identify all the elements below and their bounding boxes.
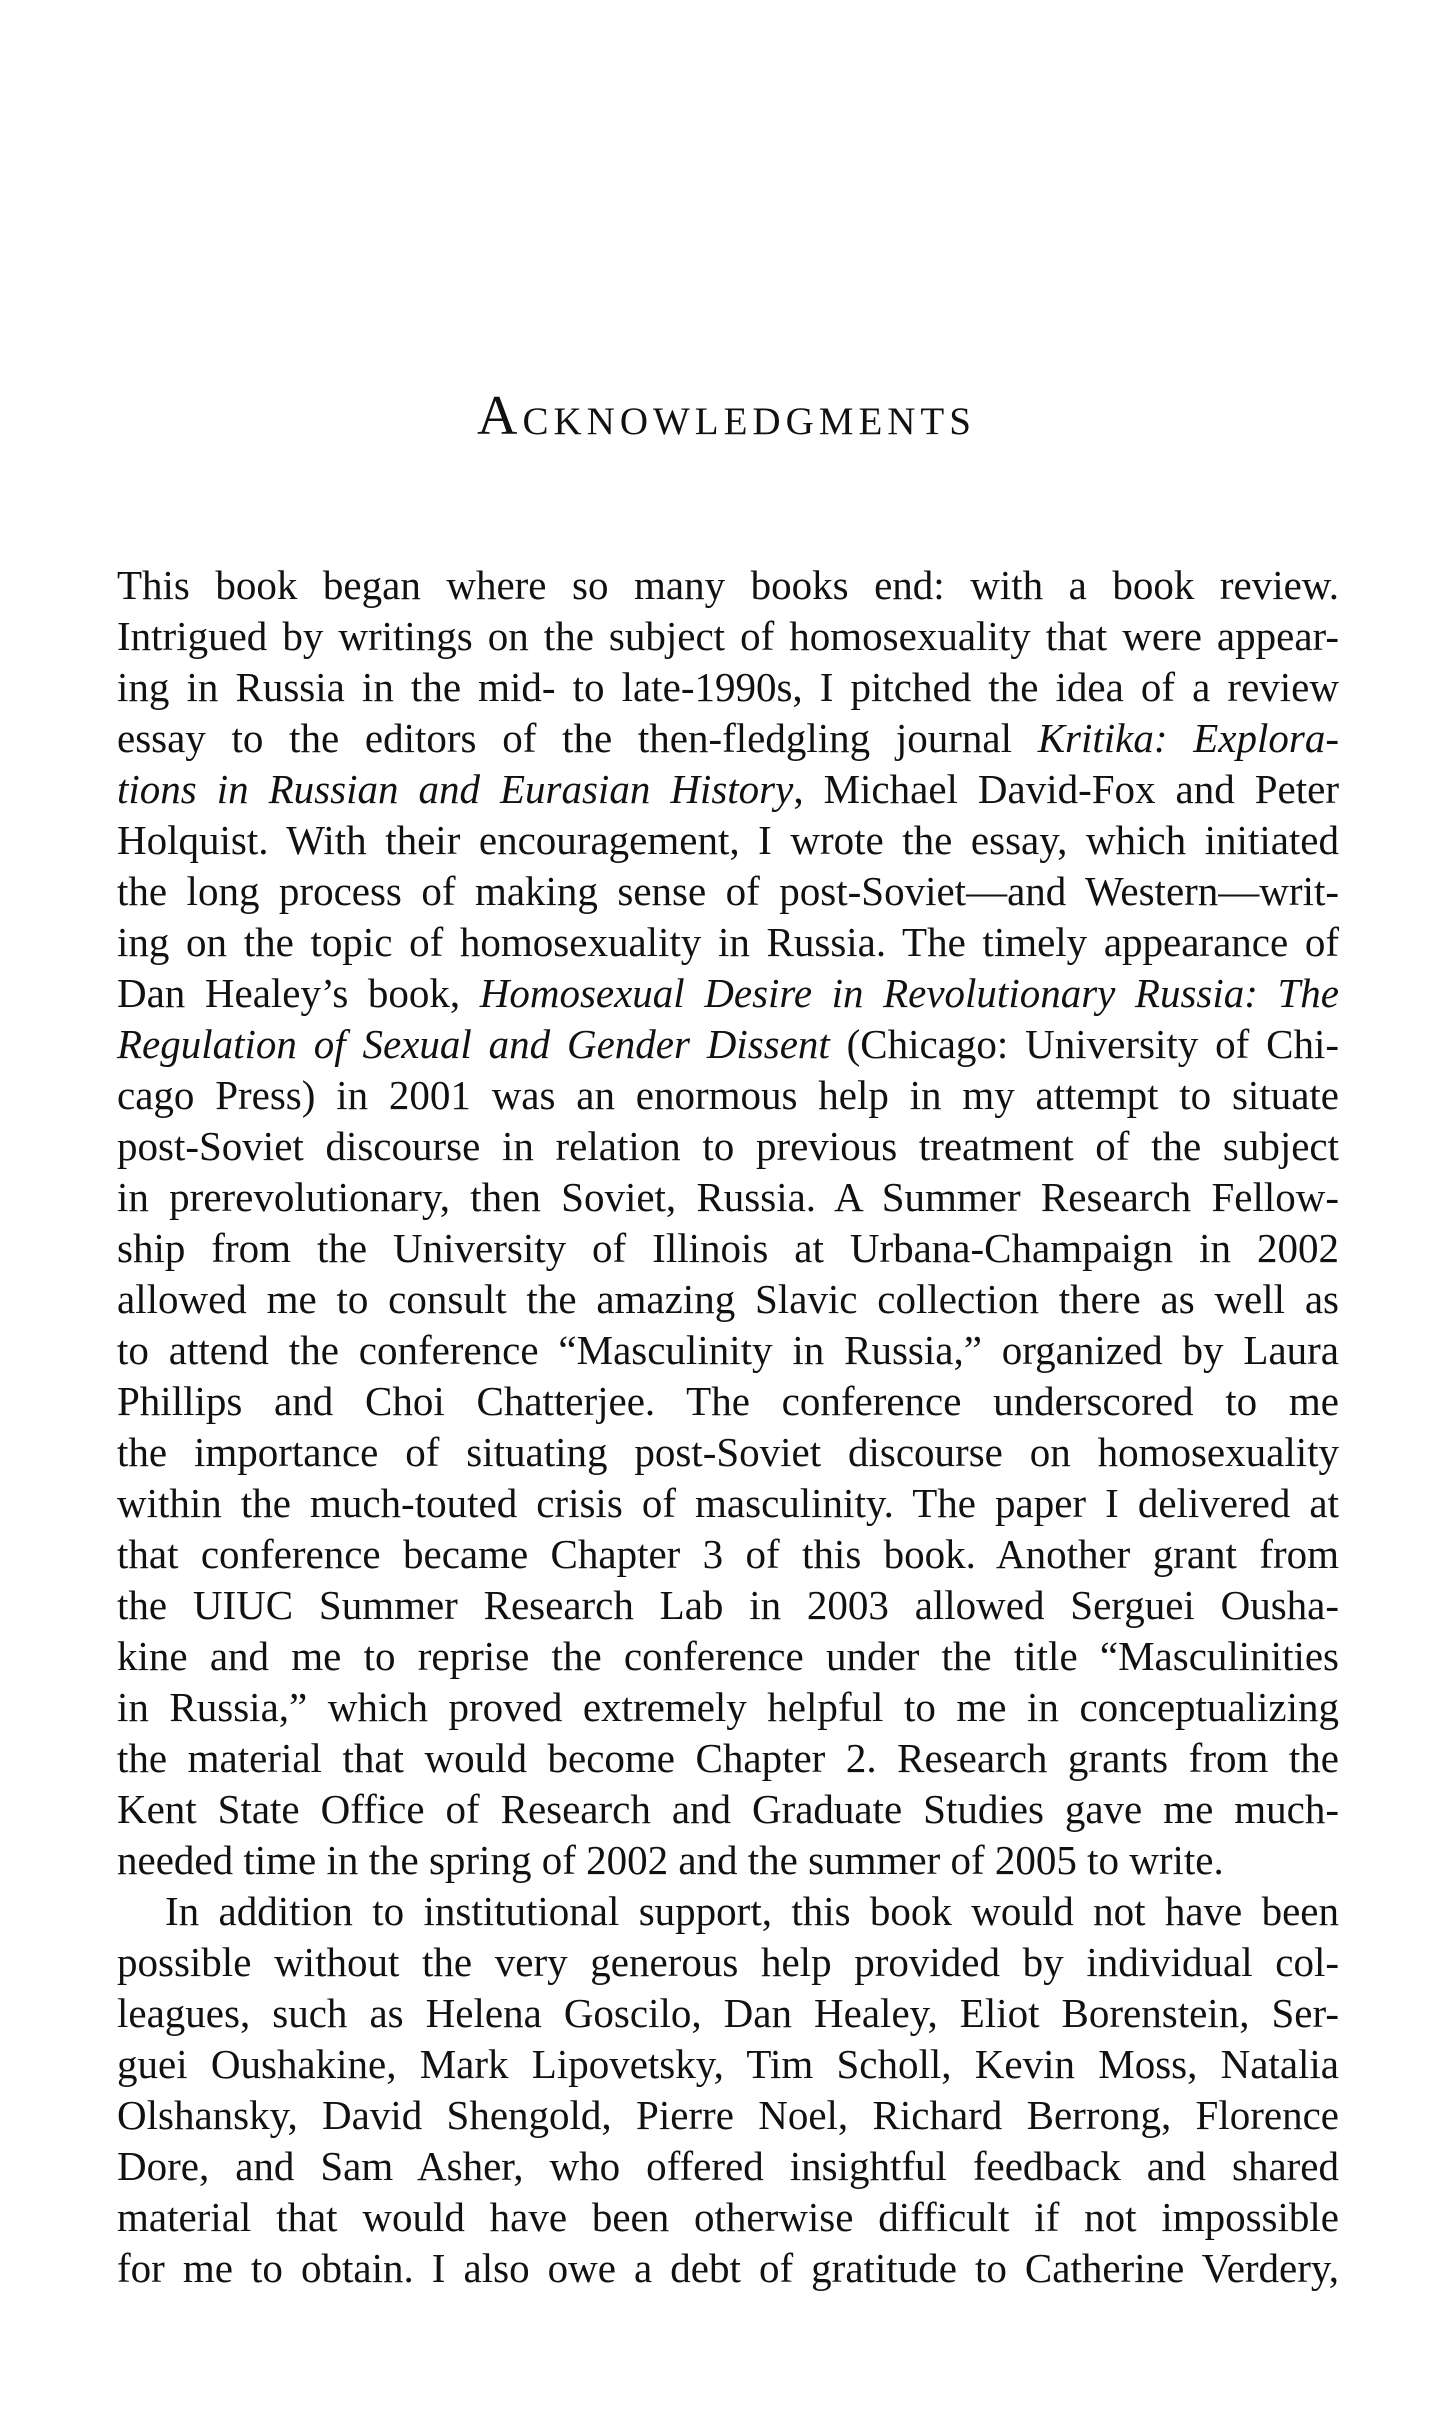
text-line: kine and me to reprise the conference under the title “Masculinities [117, 1633, 1339, 1679]
text-line: guei Oushakine, Mark Lipovetsky, Tim Scholl, Kevin Moss, Natalia [117, 2041, 1339, 2087]
text-line: allowed me to consult the amazing Slavic collection there as well as [117, 1276, 1339, 1322]
text-line: ing in Russia in the mid- to late-1990s, I pitched the idea of a review [117, 664, 1339, 710]
text-line: post-Soviet discourse in relation to previous treatment of the subject [117, 1123, 1339, 1169]
text-line: Holquist. With their encouragement, I wrote the essay, which initiated [117, 817, 1339, 863]
text-line: that conference became Chapter 3 of this book. Another grant from [117, 1531, 1339, 1577]
text-line: in prerevolutionary, then Soviet, Russia. A Summer Research Fellow- [117, 1174, 1339, 1220]
text-line: the long process of making sense of post-Soviet—and Western—writ- [117, 868, 1339, 914]
text-line: needed time in the spring of 2002 and the summer of 2005 to write. [117, 1837, 1224, 1883]
text-line: Dore, and Sam Asher, who offered insightful feedback and shared [117, 2143, 1339, 2189]
text-line: Dan Healey’s book, Homosexual Desire in Revolutionary Russia: The [117, 970, 1340, 1016]
text-line: Olshansky, David Shengold, Pierre Noel, Richard Berrong, Florence [117, 2092, 1339, 2138]
text-line: material that would have been otherwise difficult if not impossible [117, 2194, 1339, 2240]
text-line: the UIUC Summer Research Lab in 2003 allowed Serguei Ousha- [117, 1582, 1339, 1628]
body-text [117, 560, 1339, 2294]
text-line: This book began where so many books end: with a book review. [117, 562, 1339, 608]
text-line: Regulation of Sexual and Gender Dissent (Chicago: University of Chi- [117, 1021, 1339, 1067]
text-line: the material that would become Chapter 2. Research grants from the [117, 1735, 1339, 1781]
text-line: within the much-touted crisis of masculinity. The paper I delivered at [117, 1480, 1339, 1526]
text-line: in Russia,” which proved extremely helpful to me in conceptualizing [117, 1684, 1339, 1730]
page-title: Acknowledgments [477, 385, 976, 447]
text-line: ship from the University of Illinois at Urbana-Champaign in 2002 [117, 1225, 1339, 1271]
text-line: tions in Russian and Eurasian History, Michael David-Fox and Peter [117, 766, 1339, 812]
text-line: possible without the very generous help provided by individual col- [117, 1939, 1339, 1985]
text-line: to attend the conference “Masculinity in Russia,” organized by Laura [117, 1327, 1339, 1373]
text-line: essay to the editors of the then-fledgling journal Kritika: Explora- [117, 715, 1339, 761]
text-line: the importance of situating post-Soviet discourse on homosexuality [117, 1429, 1339, 1475]
text-line: In addition to institutional support, this book would not have been [165, 1888, 1339, 1934]
paragraph-2 [117, 1886, 1339, 2294]
text-line: leagues, such as Helena Goscilo, Dan Healey, Eliot Borenstein, Ser- [117, 1990, 1339, 2036]
text-line: ing on the topic of homosexuality in Russia. The timely appearance of [117, 919, 1339, 965]
text-line: for me to obtain. I also owe a debt of gratitude to Catherine Verdery, [117, 2245, 1339, 2291]
text-line: Kent State Office of Research and Graduate Studies gave me much- [117, 1786, 1339, 1832]
text-line: Intrigued by writings on the subject of homosexuality that were appear- [117, 613, 1339, 659]
text-line: Phillips and Choi Chatterjee. The conference underscored to me [117, 1378, 1339, 1424]
text-line: cago Press) in 2001 was an enormous help in my attempt to situate [117, 1072, 1339, 1118]
paragraph-1 [117, 560, 1339, 1886]
